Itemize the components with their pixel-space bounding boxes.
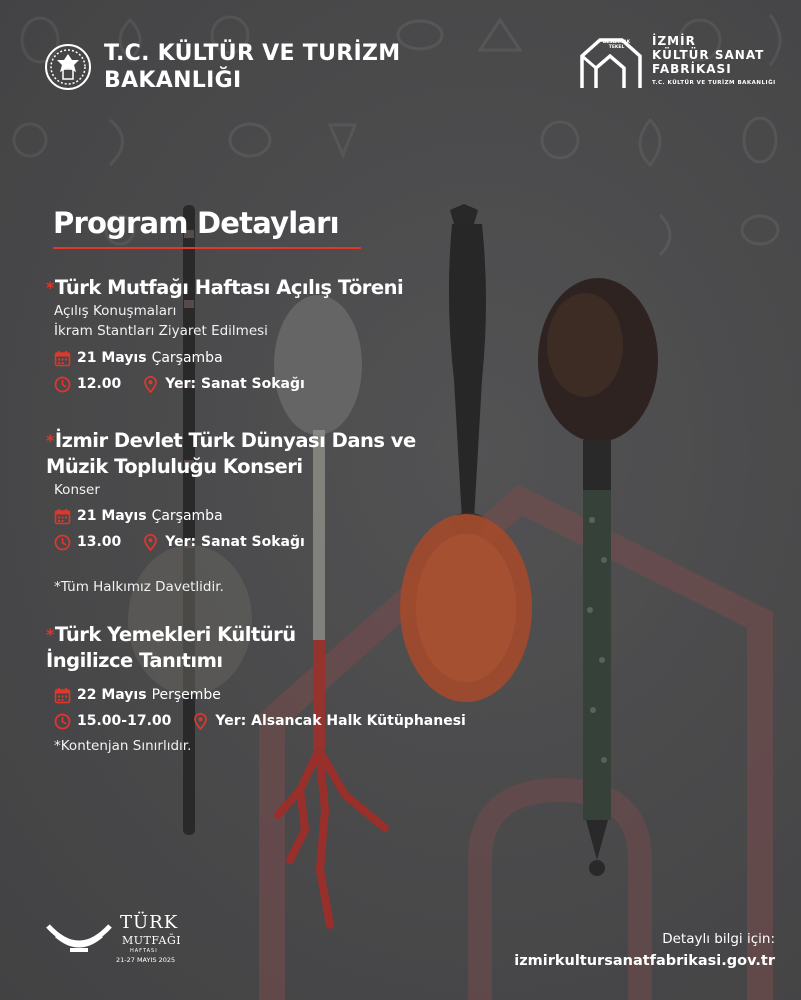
event-place: Yer: Sanat Sokağı [165, 534, 305, 550]
ikf-logo-caption-line2: TEKEL [608, 45, 625, 50]
ministry-name-line2: BAKANLIĞI [104, 68, 242, 93]
event-date-row [54, 503, 416, 529]
clock-icon [54, 713, 71, 730]
ministry-header [44, 40, 400, 94]
bowl-icon [44, 916, 114, 956]
event-title [46, 622, 466, 674]
event-title-line: İzmir Devlet Türk Dünyası Dans ve [54, 429, 416, 452]
calendar-icon [54, 350, 71, 367]
map-pin-icon [142, 534, 159, 551]
asterisk-marker: * [46, 431, 54, 450]
event-subtitle: Açılış Konuşmaları [54, 303, 177, 319]
map-pin-icon [142, 376, 159, 393]
ministry-emblem-icon [44, 43, 92, 91]
event-location [192, 713, 465, 730]
event-subtitle: İkram Stantları Ziyaret Edilmesi [54, 323, 268, 339]
event-item [46, 622, 466, 734]
event-time: 15.00-17.00 [77, 713, 172, 729]
ikf-name-line2: KÜLTÜR SANAT [652, 48, 765, 62]
info-block [514, 931, 775, 969]
event-weekday: Çarşamba [151, 350, 223, 366]
asterisk-marker: * [46, 278, 54, 297]
calendar-icon [54, 508, 71, 525]
brand-line1: TÜRK [120, 912, 179, 933]
map-pin-icon [192, 713, 209, 730]
event-item [46, 428, 416, 555]
ministry-name [104, 40, 400, 94]
info-label: Detaylı bilgi için: [662, 931, 775, 947]
ikf-name-line1: İZMİR [652, 34, 696, 48]
event-title [46, 428, 416, 480]
title-underline [53, 247, 361, 249]
event-weekday: Çarşamba [151, 508, 223, 524]
brand-line3: HAFTASI [130, 948, 158, 954]
event-time: 12.00 [77, 376, 122, 392]
ikf-name-line3: FABRİKASI [652, 62, 732, 76]
event-item [46, 275, 403, 397]
event-note: *Tüm Halkımız Davetlidir. [54, 579, 224, 595]
event-date-row [54, 345, 403, 371]
event-date: 22 Mayıs [77, 687, 147, 703]
clock-icon [54, 376, 71, 393]
event-location [142, 534, 305, 551]
event-weekday: Perşembe [151, 687, 221, 703]
program-title: Program Detayları [53, 206, 339, 240]
brand-line2: MUTFAĞI [122, 934, 182, 947]
event-time-row [54, 371, 403, 397]
event-date: 21 Mayıs [77, 508, 147, 524]
event-time: 13.00 [77, 534, 122, 550]
event-date-row [54, 682, 466, 708]
ikf-logo-caption-line1: ALSANCAK [603, 40, 631, 45]
ministry-name-line1: T.C. KÜLTÜR VE TURİZM [104, 41, 401, 66]
website-link[interactable]: izmirkultursanatfabrikasi.gov.tr [514, 953, 775, 969]
event-title-line: Türk Yemekleri Kültürü [54, 623, 296, 646]
event-title-line: Türk Mutfağı Haftası Açılış Töreni [54, 276, 404, 299]
event-place: Yer: Alsancak Halk Kütüphanesi [215, 713, 466, 729]
turk-mutfagi-logo [44, 910, 194, 970]
ikf-logo-caption [603, 40, 630, 50]
event-title [46, 275, 403, 301]
event-time-row [54, 708, 466, 734]
event-date: 21 Mayıs [77, 350, 147, 366]
event-title-line: Müzik Topluluğu Konseri [46, 455, 303, 478]
clock-icon [54, 534, 71, 551]
event-note: *Kontenjan Sınırlıdır. [54, 738, 192, 754]
event-place: Yer: Sanat Sokağı [165, 376, 305, 392]
asterisk-marker: * [46, 625, 54, 644]
ikf-name [652, 34, 776, 87]
event-subtitle: Konser [54, 482, 100, 498]
event-time-row [54, 529, 416, 555]
event-location [142, 376, 305, 393]
calendar-icon [54, 687, 71, 704]
brand-dates: 21-27 MAYIS 2025 [116, 956, 176, 964]
event-title-line: İngilizce Tanıtımı [46, 649, 223, 672]
ikf-subtitle: T.C. KÜLTÜR VE TURİZM BAKANLIĞI [652, 80, 776, 86]
